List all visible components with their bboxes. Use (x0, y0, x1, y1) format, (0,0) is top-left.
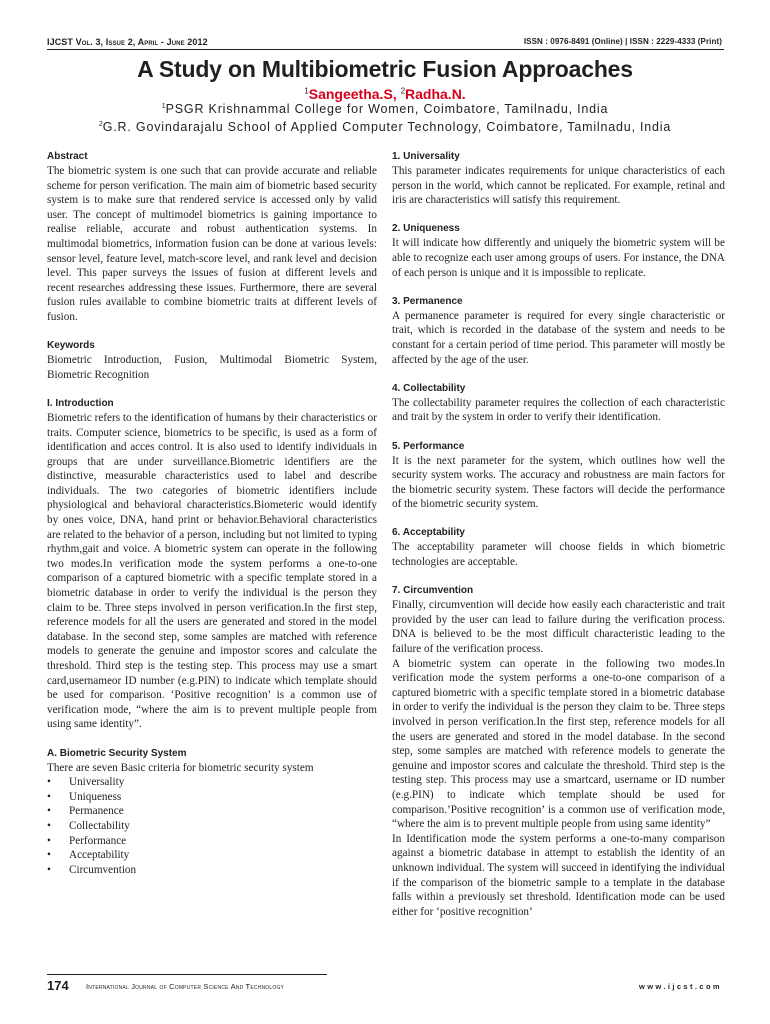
affiliation-1-sup: 1 (161, 102, 166, 110)
acceptability-text: The acceptability parameter will choose fields in which biometric technologies are acceptable. (392, 541, 725, 569)
universality-text: This parameter indicates requirements for unique characteristics of each person in the world, which cannot be replicated. For example, retinal and iris are characteristics will satisfy this requirement. (392, 165, 725, 207)
left-column (47, 150, 377, 877)
author-2-sup: 2 (400, 86, 406, 96)
keywords-heading: Keywords (47, 340, 95, 352)
performance-text: It is the next parameter for the system, which outlines how well the security system works. The accuracy and robustness are main factors for the biometric security system. These factors will decide the performance of the biometric security system. (392, 454, 725, 511)
criteria-list-item: • Circumvention (47, 863, 137, 876)
affiliation-1-text: PSGR Krishnammal College for Women, Coimbatore, Tamilnadu, India (165, 102, 609, 116)
running-header-left: IJCST Vol. 3, Issue 2, April - June 2012 (47, 37, 208, 47)
criteria-list-item: • Uniqueness (47, 790, 122, 803)
page-number: 174 (47, 978, 69, 993)
bullet-icon: • (47, 790, 51, 803)
paper-title: A Study on Multibiometric Fusion Approaches (137, 56, 633, 82)
affiliation-2-sup: 2 (98, 120, 103, 128)
abstract-heading: Abstract (47, 151, 88, 162)
bullet-icon: • (47, 776, 51, 789)
abstract-text: The biometric system is one such that can provide accurate and reliable scheme for person verification. The main aim of biometric based security system is to make sure that rendered service is accessed only by valid user. The concept of multimodel biometrics is gaining importance to realise reliable, accurate and robust authentication systems. In multimodal biometrics, information fusion can be done at various levels: sensor level, feature level, match-score level, and rank level and decision level. This paper surveys the issues of fusion at different levels and recent researches addressing these issues. Furthermore, there are several fusion rules available to combine biometric traits at different levels of fusion. (47, 165, 377, 323)
criteria-list-item: • Permanence (47, 805, 124, 818)
security-heading: A. Biometric Security System (47, 747, 187, 759)
running-header-right: ISSN : 0976-8491 (Online) | ISSN : 2229-4333 (Print) (523, 37, 722, 46)
permanence-text: A permanence parameter is required for every single characteristic or trait, which is recorded in the database of the system and needs to be constant for a certain period of time period. This parameter will mostly be affected by the age of the user. (392, 309, 725, 366)
author-1-name: Sangeetha.S, (308, 86, 397, 102)
circumvention-text-2: A biometric system can operate in the following two modes.In verification mode the system performs a one-to-one comparison of a captured biometric with a specific template stored in a biometric database in order to verify the individual is the person they claim to be. Three steps involved in person verification.In the first step, reference models for all the users are generated and stored in the model database. In the second step, some samples are matched with reference models to generate the genuine and impostor scores and calculate the threshold. Third step is the testing step. This process may use a smartcard, username or ID number (e.g.PIN) to indicate which template should be used for comparison.’Positive recognition’ is a common use of verification mode, “where the aim is to prevent multiple people from using same identity” (392, 657, 725, 831)
journal-name: International Journal of Computer Science And Technology (86, 982, 285, 991)
criteria-list-item: • Acceptability (47, 849, 130, 862)
criteria-list-item: • Performance (47, 834, 127, 847)
permanence-heading: 3. Permanence (392, 295, 463, 307)
author-2-name: Radha.N. (405, 86, 466, 102)
header-rule (47, 49, 724, 50)
performance-heading: 5. Performance (392, 440, 465, 452)
right-column (392, 150, 725, 919)
keywords-text: Biometric Introduction, Fusion, Multimodal Biometric System, Biometric Recognition (47, 354, 377, 381)
author-line (0, 86, 770, 102)
circumvention-text-3: In Identification mode the system performs a one-to-many comparison against a biometric database in attempt to establish the identity of an unknown individual. The system will succeed in identifying the individual if the comparison of the biometric sample to a template in the database falls within a previously set threshold. Identification mode can be used either for ‘positive recognition’ (392, 832, 725, 918)
uniqueness-text: It will indicate how differently and uniquely the biometric system will be able to recognize each user among groups of users. For instance, the DNA of each person is unique and it is impossible to replicate. (392, 237, 725, 279)
affiliation-2-text: G.R. Govindarajalu School of Applied Computer Technology, Coimbatore, Tamilnadu, India (102, 120, 672, 134)
bullet-icon: • (47, 834, 51, 847)
footer-rule (47, 974, 327, 975)
author-1-sup: 1 (304, 86, 309, 96)
bullet-icon: • (47, 805, 51, 818)
acceptability-heading: 6. Acceptability (392, 527, 465, 539)
journal-url: www.ijcst.com (638, 982, 722, 991)
bullet-icon: • (47, 849, 51, 862)
collectability-heading: 4. Collectability (392, 382, 466, 394)
affiliation-1 (0, 102, 770, 116)
universality-heading: 1. Universality (392, 151, 460, 162)
bullet-icon: • (47, 863, 51, 876)
uniqueness-heading: 2. Uniqueness (392, 223, 460, 235)
security-text: There are seven Basic criteria for biometric security system (47, 761, 314, 774)
circumvention-text-1: Finally, circumvention will decide how easily each characteristic and trait provided by the user can lead to failure during the verification process. DNA is believed to be the most difficult characteristic leading to the failure of the verification process. (392, 599, 725, 656)
introduction-heading: I. Introduction (47, 397, 114, 409)
circumvention-heading: 7. Circumvention (392, 585, 474, 597)
criteria-list-item: • Universality (47, 776, 125, 789)
affiliation-2 (0, 120, 770, 134)
criteria-list-item: • Collectability (47, 819, 130, 832)
bullet-icon: • (47, 819, 51, 832)
collectability-text: The collectability parameter requires the collection of each characteristic and trait by the system in order to verify their identification. (392, 396, 725, 424)
introduction-text: Biometric refers to the identification of humans by their characteristics or traits. Computer science, biometrics to be specific, is used as a form of identification and acces control. It is also used to identify individuals in groups that are under surveillance.Biometric identifiers are the distinctive, measurable characteristics used to label and describe individuals. The two categories of biometric identifiers include physiological and behavioral characteristics.Biometeric would identify by ones voice, DNA, hand print or behavior.Behavioral characteristics are related to the behavior of a person, including but not limited to typing rhythm,gait and voice. A biometric system can operate in the following two modes.In verification mode the system performs a one-to-one comparison of a captured biometric with a specific template stored in a biometric database in order to verify the individual is the person they claim to be. Three steps involved in person verification.In the first step, reference models for all the users are generated and stored in the model database. In the second step, some samples are matched with reference models to generate the genuine and impostor scores and calculate the threshold. Third step is the testing step. This process may use a smart card,usernameor ID number (e.g.PIN) to indicate which template should be used for comparison. ‘Positive recognition’ is a common use of verification mode, “where the aim is to prevent multiple people from using same identity”. (47, 411, 377, 731)
